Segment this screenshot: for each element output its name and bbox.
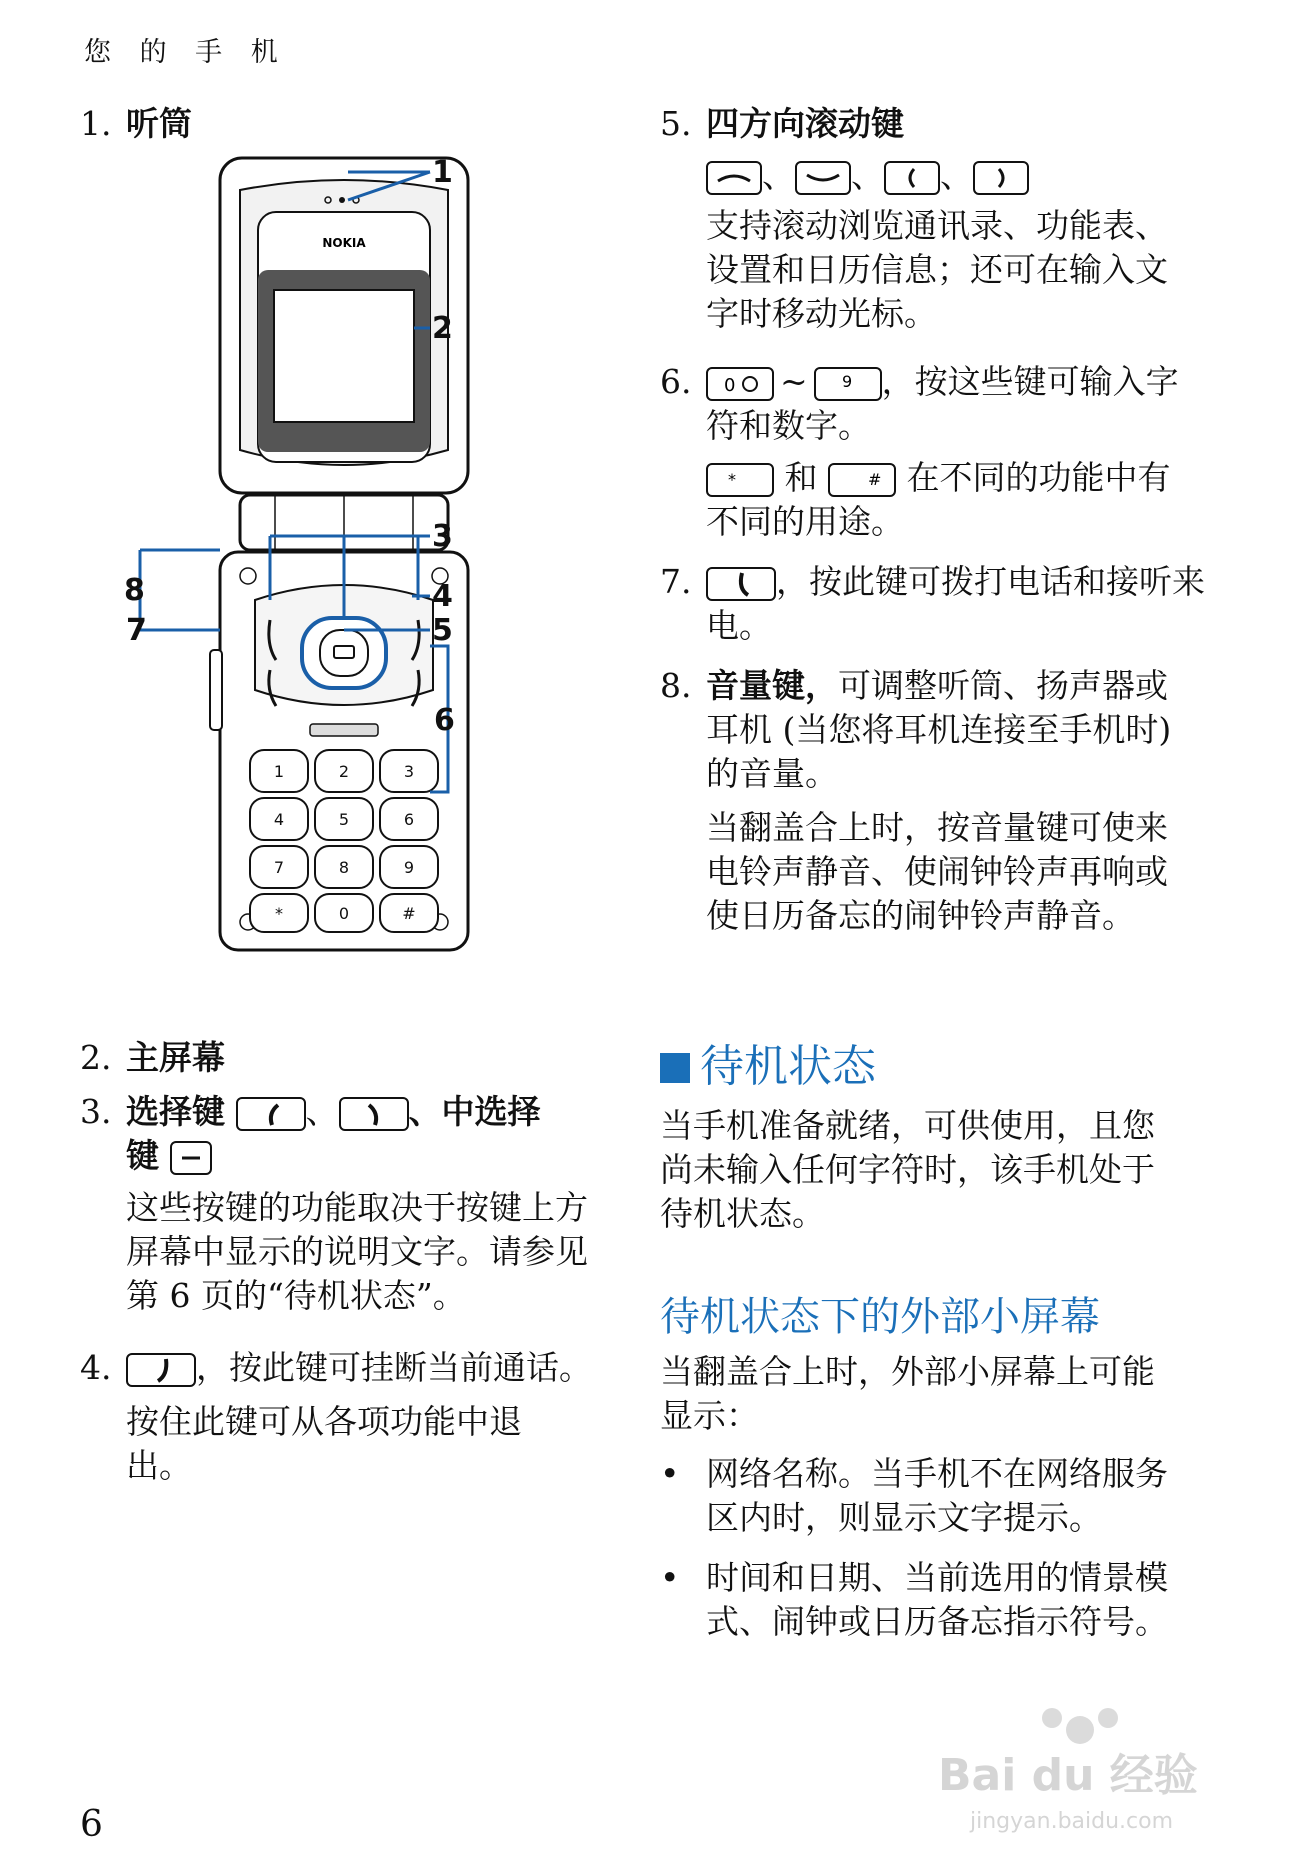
- bullet-icon: •: [660, 1558, 680, 1597]
- callout-4: 4: [432, 579, 453, 614]
- callout-6: 6: [434, 703, 455, 738]
- svg-text:9: 9: [403, 858, 415, 877]
- item-selection-keys: 3. 选择键 、 、中选择 键 这些按键的功能取决于按键上方屏幕中显示的说明文字。请参见第 6 页的“待机状态”。: [80, 1090, 610, 1340]
- svg-text:8: 8: [338, 858, 350, 877]
- zero-key-icon: [706, 367, 774, 401]
- svg-text:7: 7: [273, 858, 285, 877]
- callout-2: 2: [432, 311, 453, 346]
- callout-7: 7: [126, 613, 147, 648]
- callout-3: 3: [432, 519, 453, 554]
- svg-text:9: 9: [841, 372, 852, 391]
- volume-keys-description: 当翻盖合上时，按音量键可使来电铃声静音、使闹钟铃声再响或使日历备忘的闹钟铃声静音。: [706, 808, 1168, 935]
- svg-text:#: #: [868, 470, 882, 489]
- svg-text:6: 6: [403, 810, 415, 829]
- end-key-icon: [126, 1353, 196, 1387]
- scroll-right-icon: [973, 161, 1029, 195]
- page-number: 6: [80, 1804, 103, 1845]
- brand-logo: NOKIA: [322, 236, 366, 250]
- svg-text:5: 5: [338, 810, 350, 829]
- svg-text:*: *: [275, 904, 283, 923]
- list-item: • 时间和日期、当前选用的情景模式、闹钟或日历备忘指示符号。: [660, 1558, 1168, 1641]
- svg-text:*: *: [728, 470, 736, 489]
- bullet-icon: •: [660, 1454, 680, 1493]
- svg-text:1: 1: [273, 762, 285, 781]
- end-key-description: 按住此键可从各项功能中退出。: [126, 1402, 522, 1485]
- right-selection-key-icon: [339, 1097, 409, 1131]
- item-call-key: 7. ，按此键可拨打电话和接听来电。: [660, 562, 1205, 645]
- item-volume-keys: 8. 音量键，可调整听筒、扬声器或耳机 (当您将耳机连接至手机时) 的音量。 当翻盖合上时，按音量键可使来电铃声静音、使闹钟铃声再响或使日历备忘的闹钟铃声静音。: [660, 664, 1220, 994]
- standby-paragraph: 当手机准备就绪，可供使用，且您尚未输入任何字符时，该手机处于待机状态。: [660, 1106, 1155, 1233]
- item-scroll-key: 5. 四方向滚动键 、 、 、 支持滚动浏览通讯录、功能表、设置和日历信息；还可在输入文字时移动光标。: [660, 102, 1220, 352]
- middle-selection-key-icon: [170, 1141, 212, 1175]
- svg-text:0: 0: [724, 375, 736, 396]
- callout-5: 5: [432, 613, 453, 648]
- callout-8: 8: [124, 573, 145, 608]
- watermark-text: Bai du 经验: [938, 1750, 1198, 1801]
- star-key-icon: [706, 463, 774, 497]
- svg-text:3: 3: [403, 762, 415, 781]
- item-number-keys: 6. 0 ~ 9 ，按这些键可输入字符和数字。 * 和 # 在不同的功能中有不同的用途。: [660, 362, 1179, 541]
- standby-heading: 待机状态: [660, 1030, 876, 1094]
- external-screen-paragraph: 当翻盖合上时，外部小屏幕上可能显示：: [660, 1352, 1155, 1435]
- baidu-watermark: [930, 1690, 1230, 1840]
- left-selection-key-icon: [236, 1097, 306, 1131]
- scroll-left-icon: [884, 161, 940, 195]
- heading-square-icon: [660, 1053, 690, 1083]
- selection-keys-description: 这些按键的功能取决于按键上方屏幕中显示的说明文字。请参见第 6 页的“待机状态”。: [126, 1188, 588, 1315]
- external-screen-heading: 待机状态下的外部小屏幕: [660, 1294, 1100, 1340]
- watermark-url: jingyan.baidu.com: [970, 1809, 1174, 1834]
- svg-text:4: 4: [273, 810, 285, 829]
- scroll-key-description: 支持滚动浏览通讯录、功能表、设置和日历信息；还可在输入文字时移动光标。: [706, 206, 1168, 333]
- list-item: • 网络名称。当手机不在网络服务区内时，则显示文字提示。: [660, 1454, 1168, 1537]
- phone-figure: [124, 150, 550, 1000]
- scroll-down-icon: [795, 161, 851, 195]
- item-end-key: 4. ，按此键可挂断当前通话。 按住此键可从各项功能中退出。: [80, 1346, 610, 1516]
- nine-key-icon: [814, 367, 882, 401]
- svg-text:#: #: [402, 904, 416, 923]
- svg-text:2: 2: [338, 762, 350, 781]
- hash-key-icon: [828, 463, 896, 497]
- running-header: 您 的 手 机: [84, 37, 288, 68]
- scroll-up-icon: [706, 161, 762, 195]
- svg-text:0: 0: [338, 904, 350, 923]
- call-key-icon: [706, 567, 776, 601]
- callout-1: 1: [432, 155, 453, 190]
